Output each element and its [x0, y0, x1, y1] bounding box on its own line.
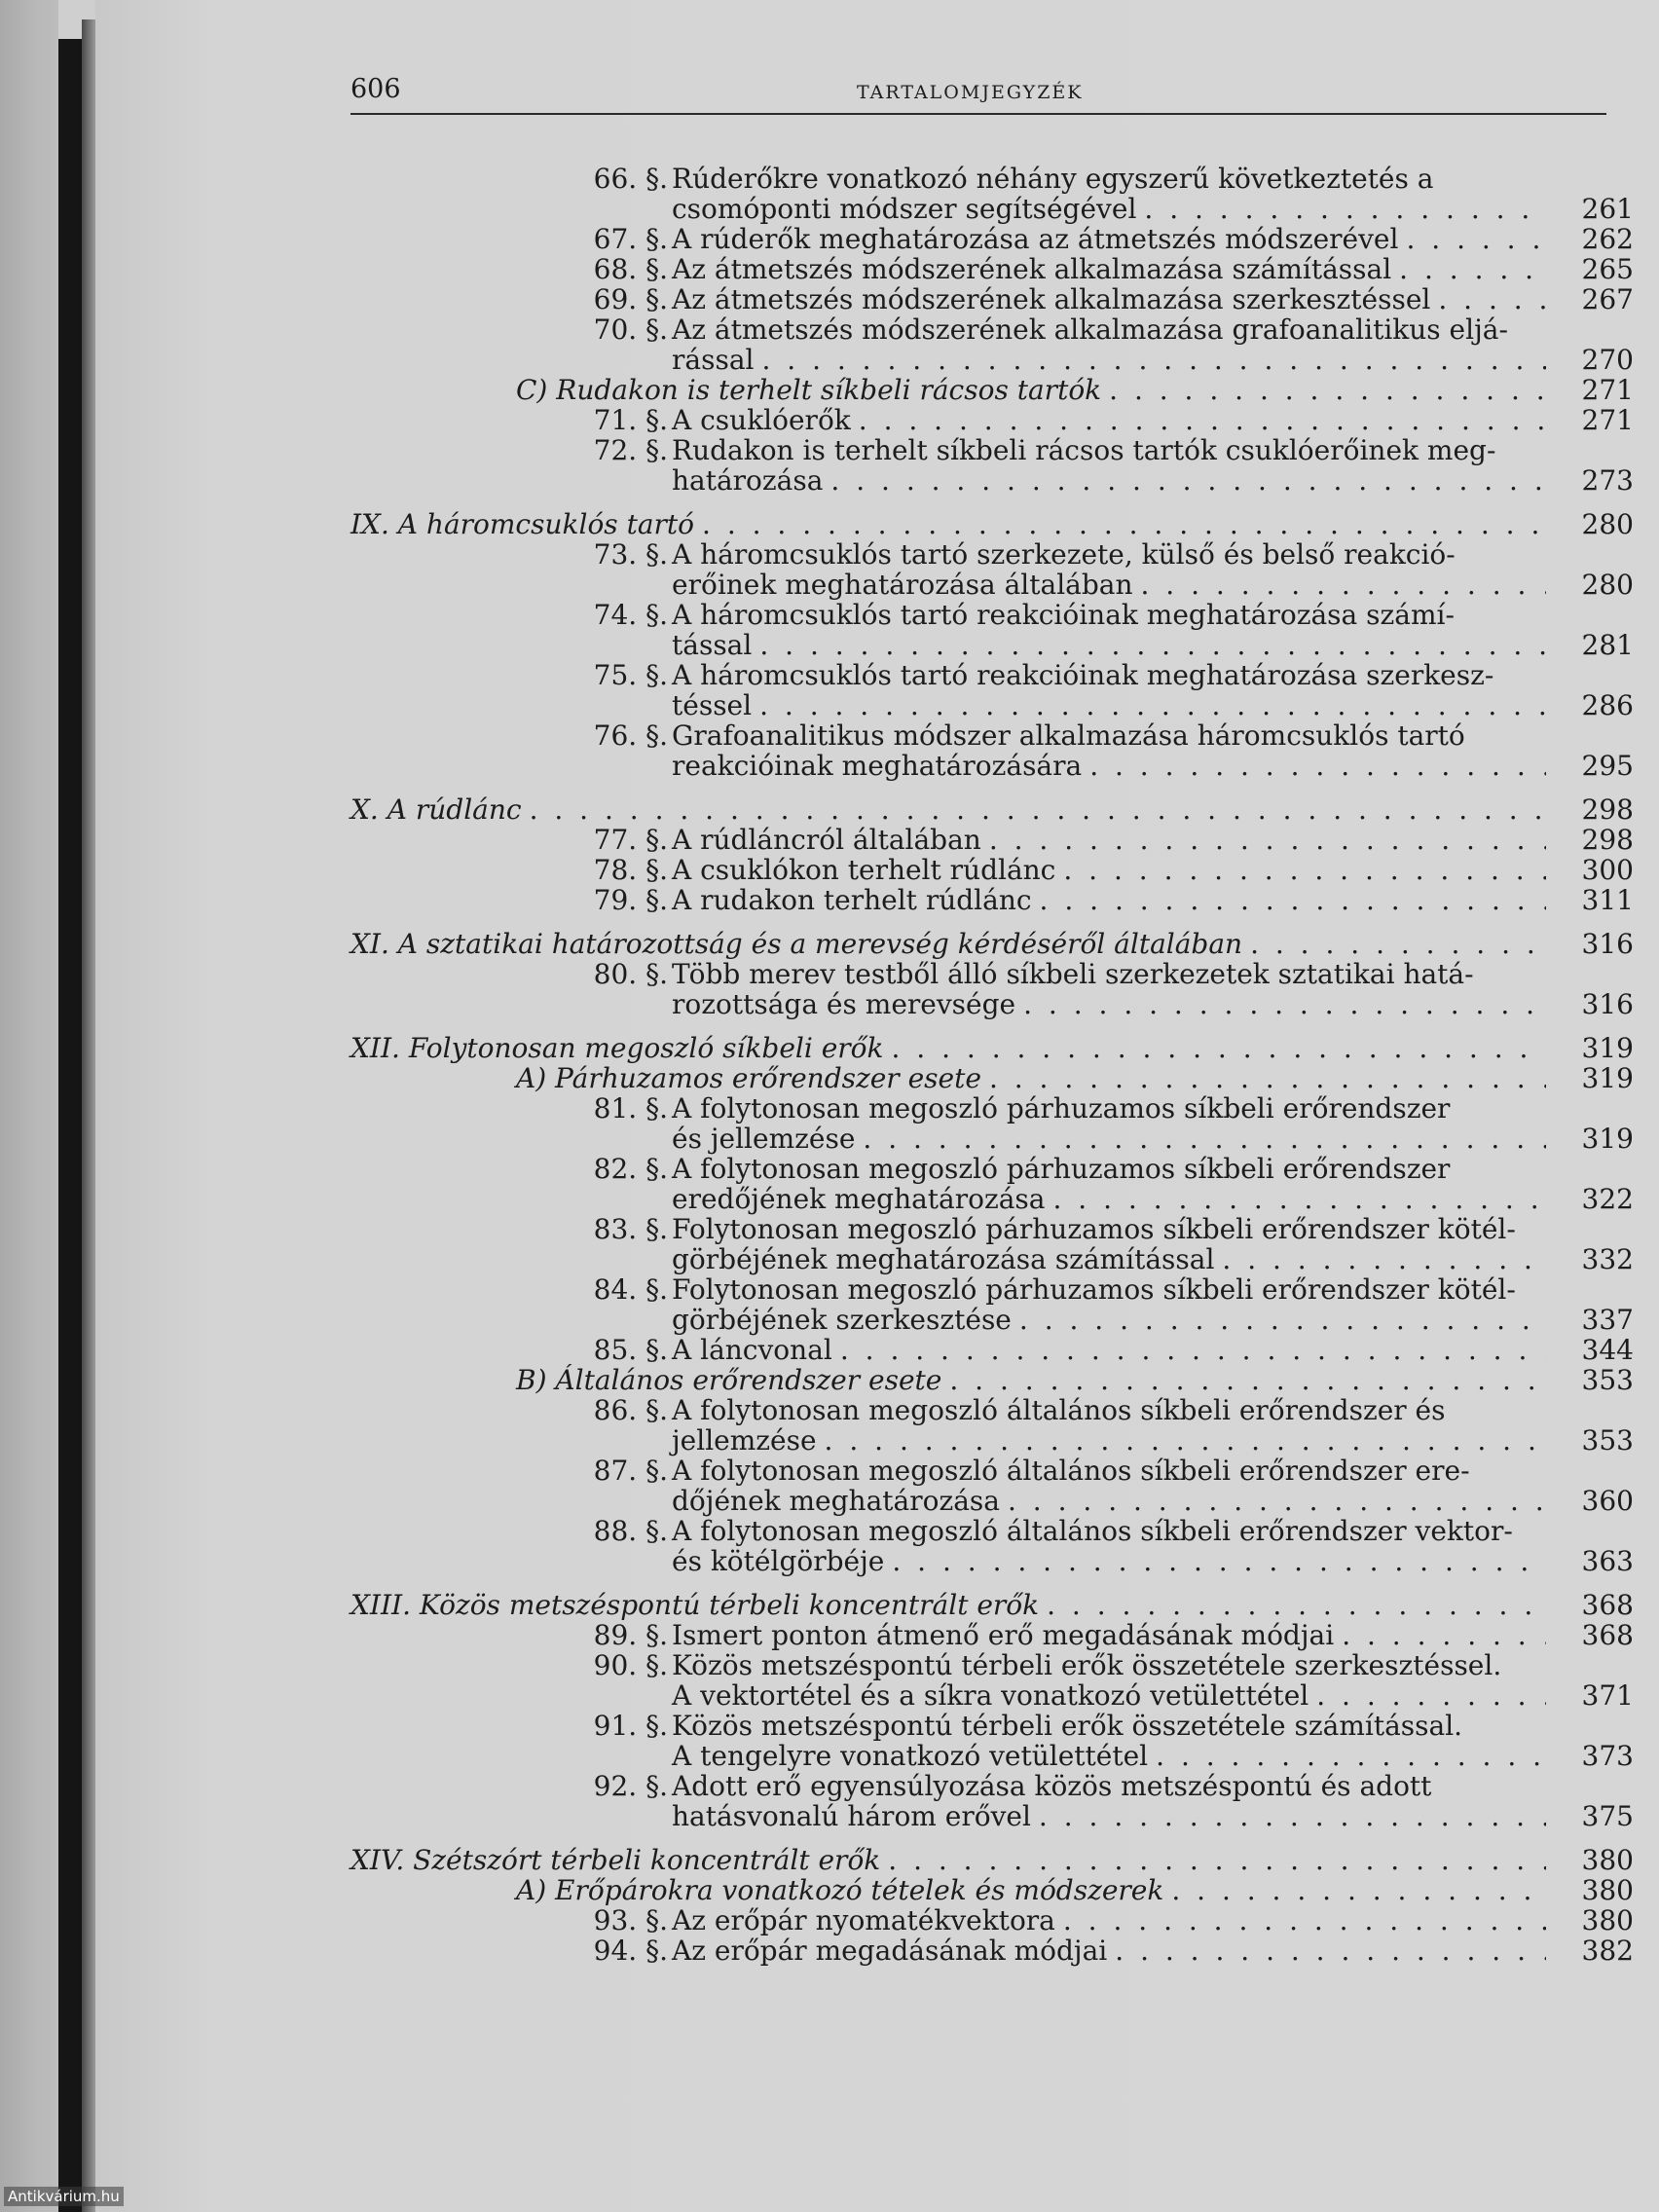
section-number: 90. §. — [593, 1649, 668, 1681]
page-reference: 319 — [1581, 1123, 1634, 1155]
toc-section — [350, 1905, 1634, 1936]
entry-final-line — [516, 1063, 1634, 1093]
page-reference: 280 — [1581, 508, 1634, 540]
entry-final-line — [672, 1425, 1634, 1456]
page-reference: 380 — [1581, 1874, 1634, 1906]
entry-text-line: A folytonosan megoszló általános síkbeli erőrendszer és — [672, 1394, 1446, 1426]
entry-final-line — [672, 284, 1634, 314]
entry-final-line — [672, 885, 1634, 915]
entry-title: határozása — [672, 464, 824, 497]
toc-section — [350, 1516, 1634, 1576]
toc-chapter — [350, 1845, 1634, 1875]
entry-text-line: Közös metszéspontú térbeli erők összetétele számítással. — [672, 1710, 1463, 1742]
toc-chapter — [350, 929, 1634, 959]
entry-title: görbéjének szerkesztése — [672, 1304, 1012, 1336]
page-reference: 360 — [1581, 1485, 1634, 1517]
page-reference: 261 — [1581, 193, 1634, 225]
dot-leader — [530, 794, 1546, 825]
section-number: 72. §. — [593, 434, 668, 466]
section-number: 93. §. — [593, 1904, 668, 1936]
page-reference: 382 — [1581, 1935, 1634, 1967]
dot-leader — [863, 1124, 1546, 1154]
page-reference: 380 — [1581, 1904, 1634, 1936]
dot-leader — [859, 405, 1546, 435]
dot-leader — [1222, 1244, 1546, 1274]
entry-title: Az erőpár megadásának módjai — [672, 1935, 1108, 1967]
toc-section — [350, 405, 1634, 435]
running-title: TARTALOMJEGYZÉK — [857, 82, 1084, 103]
toc-chapter — [350, 1590, 1634, 1620]
entry-text-line: Közös metszéspontú térbeli erők összetétele szerkesztéssel. — [672, 1649, 1502, 1681]
section-number: 77. §. — [593, 824, 668, 856]
entry-final-line — [516, 375, 1634, 405]
dot-leader — [825, 1425, 1546, 1456]
entry-final-line — [672, 1184, 1634, 1214]
entry-text-line: Adott erő egyensúlyozása közös metszéspontú és adott — [672, 1770, 1432, 1802]
entry-title: XI. A sztatikai határozottság és a merevség kérdéséről általában — [350, 928, 1243, 960]
section-number: 87. §. — [593, 1455, 668, 1487]
toc-section — [350, 224, 1634, 254]
entry-final-line — [672, 465, 1634, 496]
toc-subsection — [350, 1063, 1634, 1093]
entry-title: jellemzése — [672, 1424, 817, 1456]
toc-chapter — [350, 509, 1634, 539]
book-spine-shadow — [0, 0, 58, 2212]
entry-title: A) Párhuzamos erőrendszer esete — [516, 1062, 981, 1094]
dot-leader — [888, 1845, 1546, 1875]
entry-title: A csuklóerők — [672, 404, 851, 436]
entry-final-line — [350, 1033, 1634, 1063]
section-number: 94. §. — [593, 1935, 668, 1967]
section-number: 80. §. — [593, 958, 668, 990]
dot-leader — [989, 825, 1546, 855]
entry-final-line — [672, 405, 1634, 435]
dot-leader — [949, 1365, 1546, 1395]
page-reference: 353 — [1581, 1424, 1634, 1456]
entry-title: Az átmetszés módszerének alkalmazása szerkesztéssel — [672, 283, 1431, 315]
page-header — [350, 70, 1606, 115]
entry-title: A) Erőpárokra vonatkozó tételek és módszerek — [516, 1874, 1164, 1906]
page-reference: 337 — [1581, 1304, 1634, 1336]
page-reference: 319 — [1581, 1032, 1634, 1064]
toc-section — [350, 254, 1634, 284]
dot-leader — [759, 630, 1546, 660]
dot-leader — [892, 1033, 1547, 1063]
entry-final-line — [516, 1875, 1634, 1905]
entry-title: A láncvonal — [672, 1334, 832, 1366]
page-reference: 319 — [1581, 1062, 1634, 1094]
dot-leader — [1115, 1936, 1546, 1966]
entry-title: IX. A háromcsuklós tartó — [350, 508, 695, 540]
entry-title: dőjének meghatározása — [672, 1485, 1000, 1517]
toc-subsection — [350, 375, 1634, 405]
entry-final-line — [672, 1801, 1634, 1831]
dot-leader — [761, 345, 1546, 375]
dot-leader — [1156, 1741, 1546, 1771]
dot-leader — [989, 1063, 1546, 1093]
dot-leader — [759, 690, 1546, 720]
toc-section — [350, 600, 1634, 660]
dot-leader — [1250, 929, 1546, 959]
toc-section — [350, 1620, 1634, 1650]
page-reference: 368 — [1581, 1589, 1634, 1621]
section-number: 74. §. — [593, 599, 668, 631]
entry-text-line: A folytonosan megoszló párhuzamos síkbeli erőrendszer — [672, 1153, 1451, 1185]
entry-final-line — [350, 509, 1634, 539]
entry-title: Ismert ponton átmenő erő megadásának módjai — [672, 1619, 1335, 1651]
section-number: 68. §. — [593, 253, 668, 285]
page-reference: 380 — [1581, 1844, 1634, 1876]
entry-final-line — [672, 1335, 1634, 1365]
page-reference: 265 — [1581, 253, 1634, 285]
entry-final-line — [350, 1590, 1634, 1620]
toc-section — [350, 959, 1634, 1019]
entry-title: A vektortétel és a síkra vonatkozó vetülettétel — [672, 1679, 1309, 1712]
page-reference: 262 — [1581, 223, 1634, 255]
section-number: 73. §. — [593, 538, 668, 571]
toc-section — [350, 1711, 1634, 1771]
page-reference: 271 — [1581, 374, 1634, 406]
page-reference: 368 — [1581, 1619, 1634, 1651]
section-number: 88. §. — [593, 1515, 668, 1547]
entry-title: görbéjének meghatározása számítással — [672, 1243, 1215, 1275]
toc-section — [350, 825, 1634, 855]
page-reference: 295 — [1581, 750, 1634, 782]
entry-final-line — [672, 254, 1634, 284]
entry-title: B) Általános erőrendszer esete — [516, 1364, 942, 1396]
page-reference: 311 — [1581, 884, 1634, 916]
dot-leader — [830, 465, 1546, 496]
entry-final-line — [672, 1680, 1634, 1711]
entry-final-line — [672, 570, 1634, 600]
entry-text-line: A folytonosan megoszló általános síkbeli erőrendszer ere- — [672, 1455, 1470, 1487]
entry-final-line — [516, 1365, 1634, 1395]
toc-chapter — [350, 794, 1634, 825]
dot-leader — [702, 509, 1546, 539]
toc-subsection — [350, 1365, 1634, 1395]
entry-title: X. A rúdlánc — [350, 793, 522, 826]
book-binding — [58, 39, 82, 2212]
page-reference: 298 — [1581, 824, 1634, 856]
entry-text-line: Folytonosan megoszló párhuzamos síkbeli erőrendszer kötél- — [672, 1213, 1516, 1245]
entry-final-line — [672, 630, 1634, 660]
toc-section — [350, 885, 1634, 915]
dot-leader — [1053, 1184, 1547, 1214]
dot-leader — [840, 1335, 1546, 1365]
entry-title: A csuklókon terhelt rúdlánc — [672, 854, 1056, 886]
toc-section — [350, 164, 1634, 224]
section-number: 78. §. — [593, 854, 668, 886]
page-reference: 373 — [1581, 1740, 1634, 1772]
entry-title: A tengelyre vonatkozó vetülettétel — [672, 1740, 1149, 1772]
dot-leader — [1399, 254, 1546, 284]
entry-final-line — [672, 1936, 1634, 1966]
entry-title: és kötélgörbéje — [672, 1545, 885, 1577]
entry-title: XII. Folytonosan megoszló síkbeli erők — [350, 1032, 884, 1064]
entry-title: C) Rudakon is terhelt síkbeli rácsos tartók — [516, 374, 1102, 406]
dot-leader — [1171, 1875, 1546, 1905]
entry-text-line: Rúderőkre vonatkozó néhány egyszerű következtetés a — [672, 163, 1434, 195]
section-number: 89. §. — [593, 1619, 668, 1651]
page-reference: 300 — [1581, 854, 1634, 886]
entry-final-line — [672, 1244, 1634, 1274]
dot-leader — [1342, 1620, 1546, 1650]
section-number: 71. §. — [593, 404, 668, 436]
entry-text-line: Több merev testből álló síkbeli szerkezetek sztatikai hatá- — [672, 958, 1474, 990]
toc-section — [350, 1936, 1634, 1966]
dot-leader — [1144, 194, 1546, 224]
page-reference: 286 — [1581, 689, 1634, 721]
entry-final-line — [672, 224, 1634, 254]
entry-final-line — [672, 1486, 1634, 1516]
entry-title: csomóponti módszer segítségével — [672, 193, 1137, 225]
toc-section — [350, 284, 1634, 314]
dot-leader — [1089, 751, 1546, 781]
entry-title: hatásvonalú három erővel — [672, 1800, 1031, 1832]
page-reference: 281 — [1581, 629, 1634, 661]
section-number: 69. §. — [593, 283, 668, 315]
section-number: 81. §. — [593, 1092, 668, 1124]
entry-final-line — [672, 1305, 1634, 1335]
page-reference: 316 — [1581, 928, 1634, 960]
toc-section — [350, 1154, 1634, 1214]
toc-section — [350, 435, 1634, 496]
dot-leader — [1040, 885, 1546, 915]
entry-final-line — [672, 855, 1634, 885]
toc-section — [350, 720, 1634, 781]
page-number: 606 — [350, 74, 401, 104]
page-reference: 267 — [1581, 283, 1634, 315]
watermark: Antikvárium.hu — [4, 2187, 124, 2206]
entry-title: XIV. Szétszórt térbeli koncentrált erők — [350, 1844, 881, 1876]
dot-leader — [1109, 375, 1546, 405]
page-reference: 371 — [1581, 1679, 1634, 1712]
dot-leader — [1141, 570, 1547, 600]
entry-final-line — [672, 345, 1634, 375]
section-number: 76. §. — [593, 719, 668, 752]
entry-text-line: A háromcsuklós tartó szerkezete, külső és belső reakció- — [672, 538, 1456, 571]
entry-title: rással — [672, 344, 755, 376]
dot-leader — [1008, 1486, 1546, 1516]
entry-final-line — [350, 794, 1634, 825]
entry-final-line — [672, 1546, 1634, 1576]
entry-final-line — [672, 825, 1634, 855]
entry-final-line — [350, 1845, 1634, 1875]
entry-title: rozottsága és merevsége — [672, 988, 1016, 1020]
section-number: 75. §. — [593, 659, 668, 691]
section-number: 66. §. — [593, 163, 668, 195]
section-number: 70. §. — [593, 313, 668, 346]
entry-text-line: Az átmetszés módszerének alkalmazása grafoanalitikus eljá- — [672, 313, 1508, 346]
entry-final-line — [672, 989, 1634, 1019]
section-number: 83. §. — [593, 1213, 668, 1245]
page-reference: 344 — [1581, 1334, 1634, 1366]
section-number: 86. §. — [593, 1394, 668, 1426]
dot-leader — [1063, 1905, 1546, 1936]
entry-final-line — [672, 1124, 1634, 1154]
toc-section — [350, 1650, 1634, 1711]
entry-text-line: Rudakon is terhelt síkbeli rácsos tartók csuklóerőinek meg- — [672, 434, 1496, 466]
page-reference: 375 — [1581, 1800, 1634, 1832]
entry-text-line: A folytonosan megoszló párhuzamos síkbeli erőrendszer — [672, 1092, 1451, 1124]
page-reference: 363 — [1581, 1545, 1634, 1577]
dot-leader — [1039, 1801, 1546, 1831]
dot-leader — [1316, 1680, 1546, 1711]
entry-title: XIII. Közös metszéspontú térbeli koncentrált erők — [350, 1589, 1040, 1621]
section-number: 91. §. — [593, 1710, 668, 1742]
dot-leader — [892, 1546, 1546, 1576]
toc-section — [350, 855, 1634, 885]
page-reference: 280 — [1581, 569, 1634, 601]
page-reference: 316 — [1581, 988, 1634, 1020]
entry-title: Az átmetszés módszerének alkalmazása számítással — [672, 253, 1392, 285]
toc-section — [350, 660, 1634, 720]
page-reference: 273 — [1581, 464, 1634, 497]
entry-final-line — [672, 1620, 1634, 1650]
entry-title: téssel — [672, 689, 753, 721]
dot-leader — [1019, 1305, 1546, 1335]
entry-text-line: Grafoanalitikus módszer alkalmazása háromcsuklós tartó — [672, 719, 1465, 752]
toc-section — [350, 539, 1634, 600]
entry-text-line: A folytonosan megoszló általános síkbeli erőrendszer vektor- — [672, 1515, 1513, 1547]
entry-final-line — [350, 929, 1634, 959]
section-number: 85. §. — [593, 1334, 668, 1366]
toc-section — [350, 1771, 1634, 1831]
toc-subsection — [350, 1875, 1634, 1905]
entry-text-line: A háromcsuklós tartó reakcióinak meghatározása számí- — [672, 599, 1455, 631]
dot-leader — [1438, 284, 1546, 314]
entry-title: és jellemzése — [672, 1123, 856, 1155]
entry-final-line — [672, 1905, 1634, 1936]
page-reference: 353 — [1581, 1364, 1634, 1396]
page-reference: 322 — [1581, 1183, 1634, 1215]
dot-leader — [1023, 989, 1546, 1019]
section-number: 67. §. — [593, 223, 668, 255]
entry-title: A rudakon terhelt rúdlánc — [672, 884, 1032, 916]
dot-leader — [1063, 855, 1546, 885]
page-reference: 270 — [1581, 344, 1634, 376]
entry-final-line — [672, 1741, 1634, 1771]
toc-chapter — [350, 1033, 1634, 1063]
toc-section — [350, 1456, 1634, 1516]
entry-title: erőinek meghatározása általában — [672, 569, 1133, 601]
entry-title: reakcióinak meghatározására — [672, 750, 1083, 782]
page-reference: 298 — [1581, 793, 1634, 826]
section-number: 84. §. — [593, 1273, 668, 1306]
entry-title: tással — [672, 629, 753, 661]
entry-final-line — [672, 194, 1634, 224]
page-edge — [82, 19, 95, 2212]
section-number: 92. §. — [593, 1770, 668, 1802]
entry-title: eredőjének meghatározása — [672, 1183, 1046, 1215]
toc-section — [350, 1214, 1634, 1274]
dot-leader — [1047, 1590, 1546, 1620]
entry-title: A rúderők meghatározása az átmetszés módszerével — [672, 223, 1399, 255]
table-of-contents — [350, 164, 1634, 1966]
dot-leader — [1406, 224, 1546, 254]
entry-final-line — [672, 751, 1634, 781]
entry-title: A rúdláncról általában — [672, 824, 981, 856]
entry-text-line: Folytonosan megoszló párhuzamos síkbeli erőrendszer kötél- — [672, 1273, 1516, 1306]
section-number: 79. §. — [593, 884, 668, 916]
toc-section — [350, 1093, 1634, 1154]
page-reference: 332 — [1581, 1243, 1634, 1275]
toc-section — [350, 1274, 1634, 1335]
toc-section — [350, 314, 1634, 375]
entry-text-line: A háromcsuklós tartó reakcióinak meghatározása szerkesz- — [672, 659, 1494, 691]
page-reference: 271 — [1581, 404, 1634, 436]
toc-section — [350, 1335, 1634, 1365]
entry-title: Az erőpár nyomatékvektora — [672, 1904, 1055, 1936]
entry-final-line — [672, 690, 1634, 720]
toc-section — [350, 1395, 1634, 1456]
section-number: 82. §. — [593, 1153, 668, 1185]
